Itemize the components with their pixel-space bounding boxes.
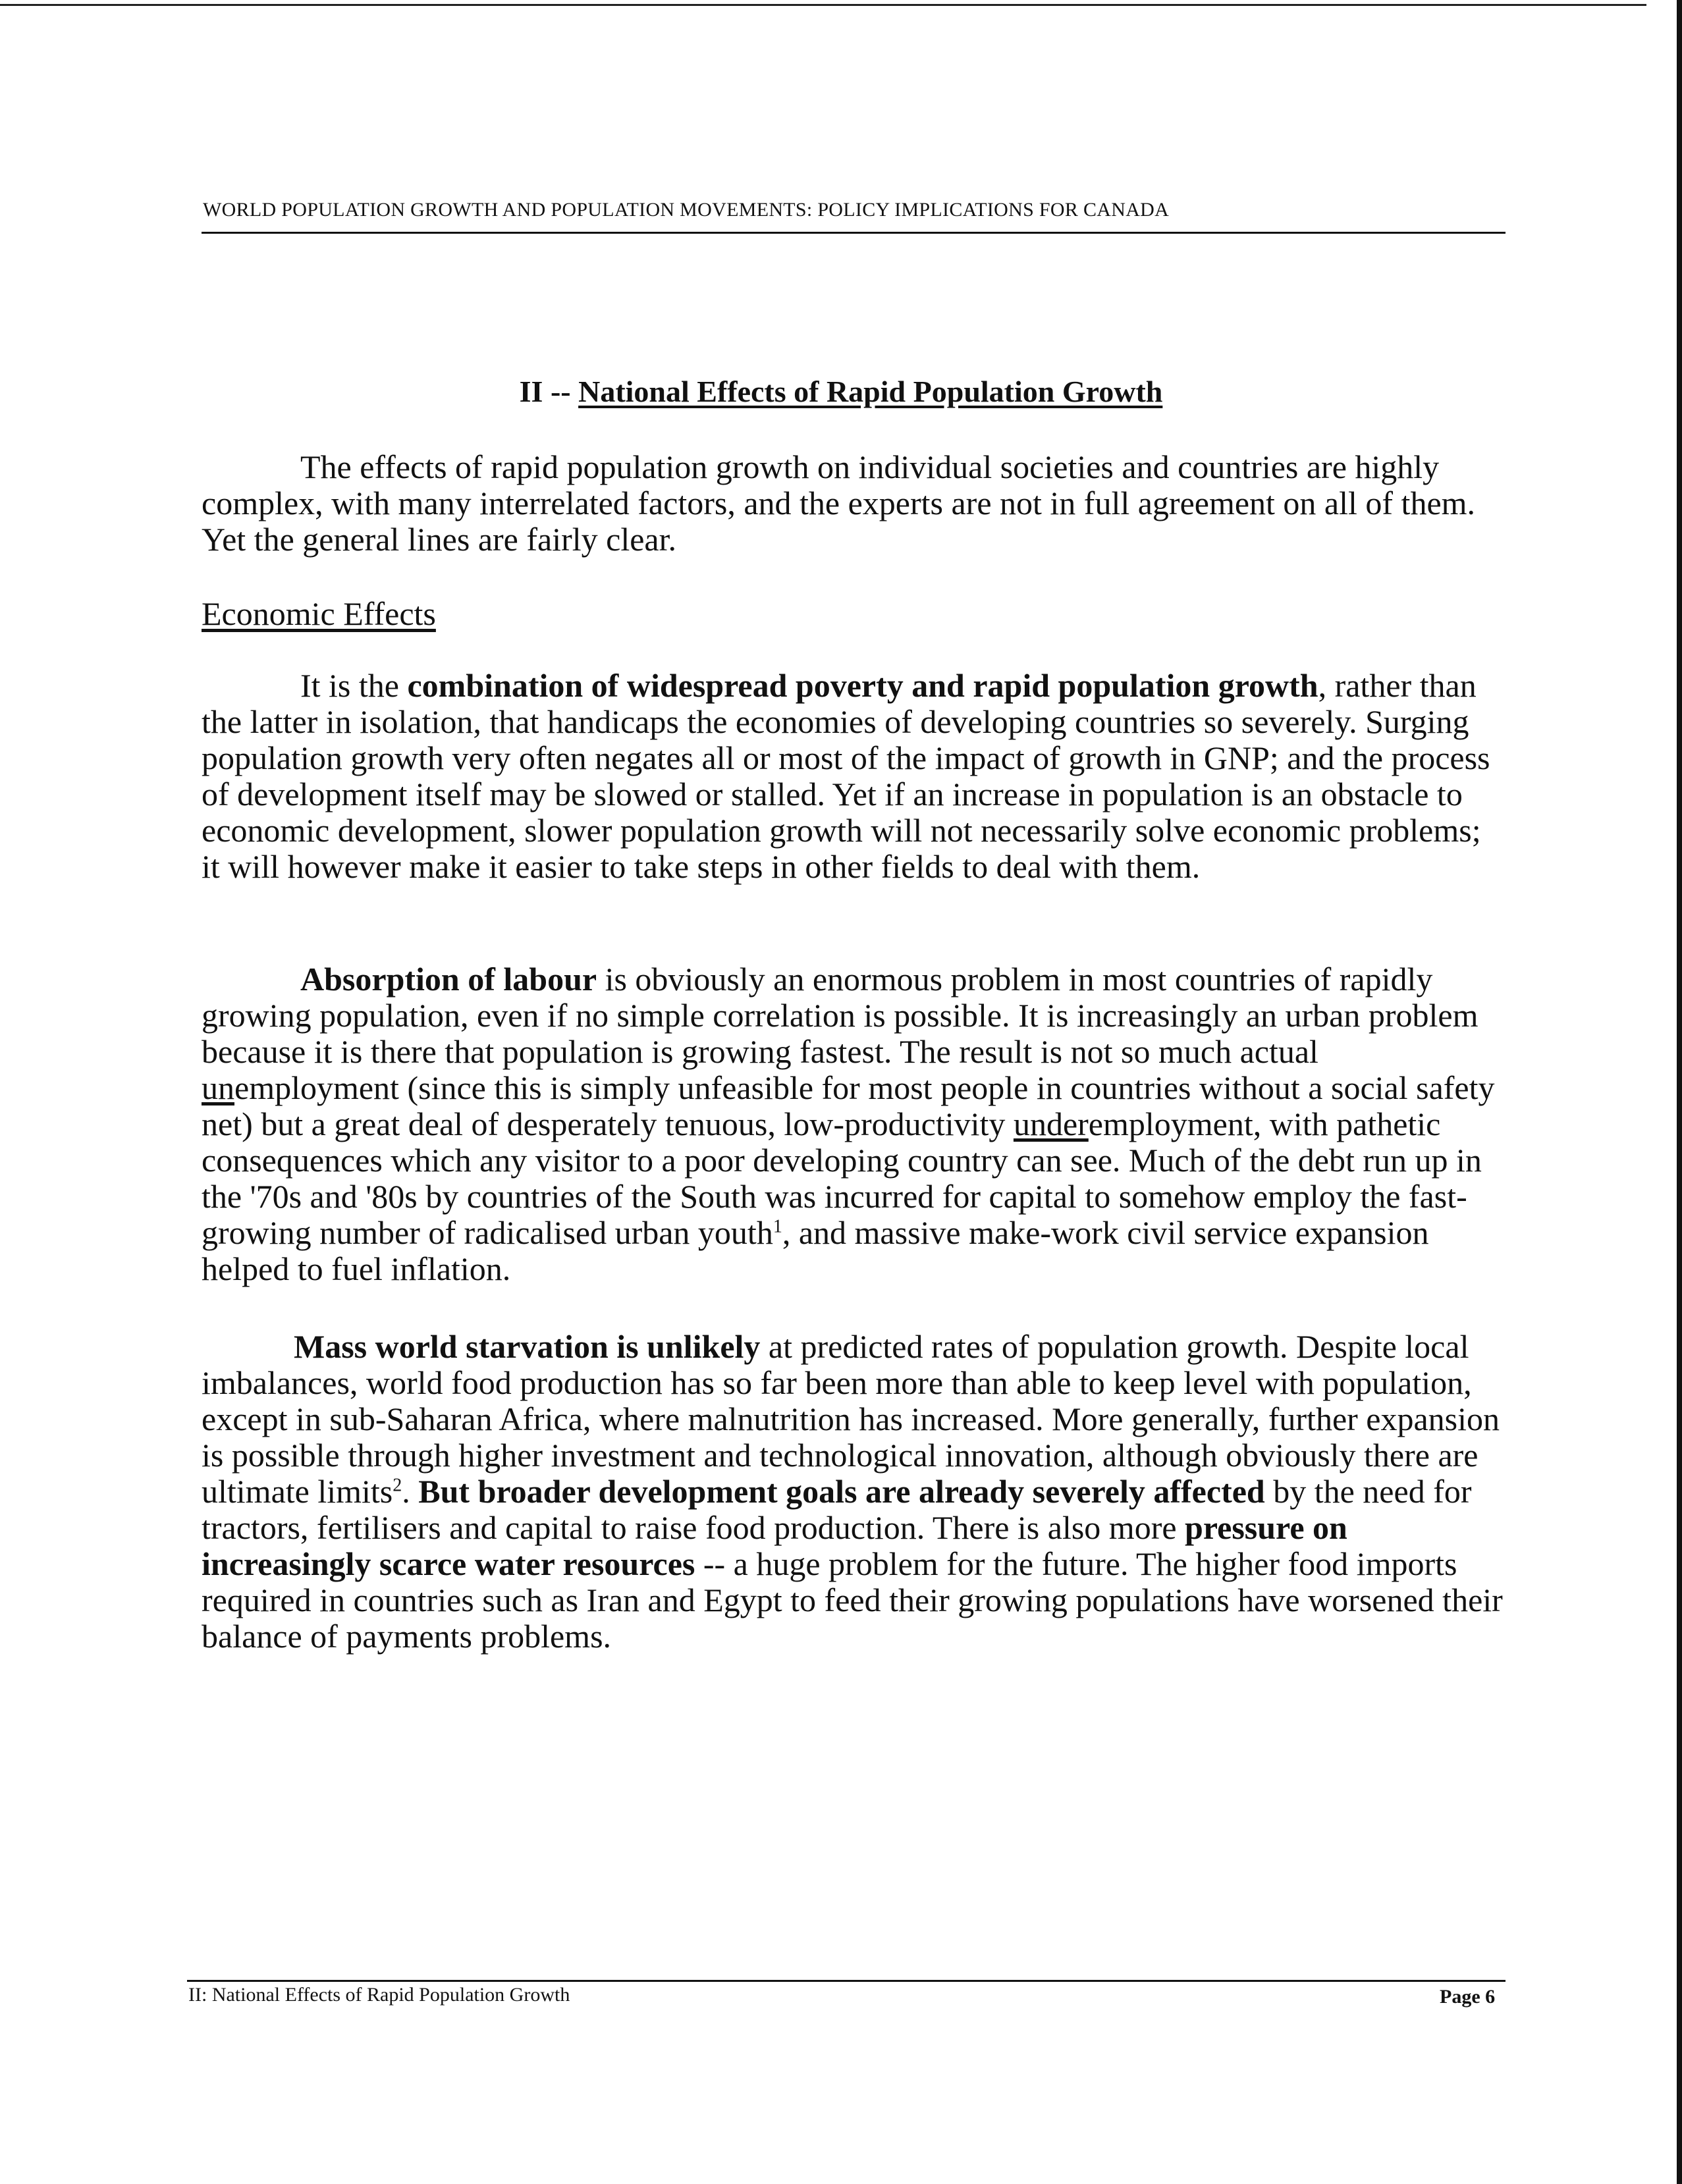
subheading-economic-effects: Economic Effects — [202, 595, 436, 632]
section-title-text: National Effects of Rapid Population Growth — [578, 375, 1163, 408]
bold-phrase: But broader development goals are already severely affected — [418, 1473, 1265, 1510]
paragraph-absorption-of-labour — [202, 961, 1506, 1287]
paragraph-text — [202, 961, 1506, 1287]
footer-rule — [187, 1980, 1506, 1982]
header-rule — [202, 232, 1506, 234]
text-run: at predicted rates of population growth. Despite local imbalances, world food production has so far been more than able to keep level with population, except in sub-Saharan Africa, where malnutrition has increased. More generally, further expansion is possible through higher investment and technological innovation, although obviously there are ultimate limits — [202, 1328, 1500, 1510]
underlined-prefix: un — [202, 1069, 234, 1106]
underlined-prefix: under — [1013, 1105, 1089, 1142]
paragraph-mass-starvation — [202, 1329, 1506, 1655]
intro-paragraph — [202, 449, 1506, 558]
text-run: -- a huge problem for the future. The higher food imports required in countries such as Iran and Egypt to feed their growing populations have worsened their balance of payments problems. — [202, 1545, 1503, 1655]
text-run: . — [402, 1473, 419, 1510]
bold-phrase: pressure on increasingly scarce water resources — [202, 1509, 1347, 1582]
paragraph-text — [202, 1329, 1506, 1655]
paragraph-text — [202, 668, 1506, 885]
footer-section-label: II: National Effects of Rapid Population Growth — [188, 1984, 570, 2006]
section-number: II -- — [519, 375, 571, 408]
text-run: employment, with pathetic consequences which any visitor to a poor developing country can see. Much of the debt run up in the '70s and '80s by countries of the South was incurred for capital to somehow employ the fast-growing number of radicalised urban youth — [202, 1105, 1482, 1251]
text-run: It is the — [300, 667, 408, 704]
footnote-marker-1: 1 — [773, 1216, 782, 1237]
text-run: is obviously an enormous problem in most countries of rapidly growing population, even if no simple correlation is possible. It is increasingly an urban problem because it is there that population is growing fastest. The result is not so much actual — [202, 961, 1479, 1070]
scan-edge-right — [1677, 0, 1682, 2184]
text-run: by the need for tractors, fertilisers and capital to raise food production. There is also more — [202, 1473, 1472, 1546]
paragraph-poverty-growth — [202, 668, 1506, 885]
intro-text: The effects of rapid population growth on individual societies and countries are highly complex, with many interrelated factors, and the experts are not in full agreement on all of them. Yet the general lines are fairly clear. — [202, 448, 1476, 558]
bold-phrase: Mass world starvation is unlikely — [294, 1328, 761, 1365]
footer-page-number: Page 6 — [1440, 1986, 1496, 2008]
text-run: , and massive make-work civil service expansion helped to fuel inflation. — [202, 1214, 1429, 1287]
scan-edge-top — [0, 4, 1646, 6]
bold-phrase: combination of widespread poverty and rapid population growth — [407, 667, 1318, 704]
section-title — [0, 374, 1682, 409]
footnote-marker-2: 2 — [393, 1475, 402, 1496]
text-run: employment (since this is simply unfeasible for most people in countries without a social safety net) but a great deal of desperately tenuous, low-productivity — [202, 1069, 1495, 1142]
running-header: WORLD POPULATION GROWTH AND POPULATION MOVEMENTS: POLICY IMPLICATIONS FOR CANADA — [203, 199, 1170, 221]
bold-phrase: Absorption of labour — [300, 961, 597, 998]
text-run: , rather than the latter in isolation, that handicaps the economies of developing countries so severely. Surging population growth very often negates all or most of the impact of growth in GNP; and the process of development itself may be slowed or stalled. Yet if an increase in population is an obstacle to economic development, slower population growth will not necessarily solve economic problems; it will however make it easier to take steps in other fields to deal with them. — [202, 667, 1490, 885]
